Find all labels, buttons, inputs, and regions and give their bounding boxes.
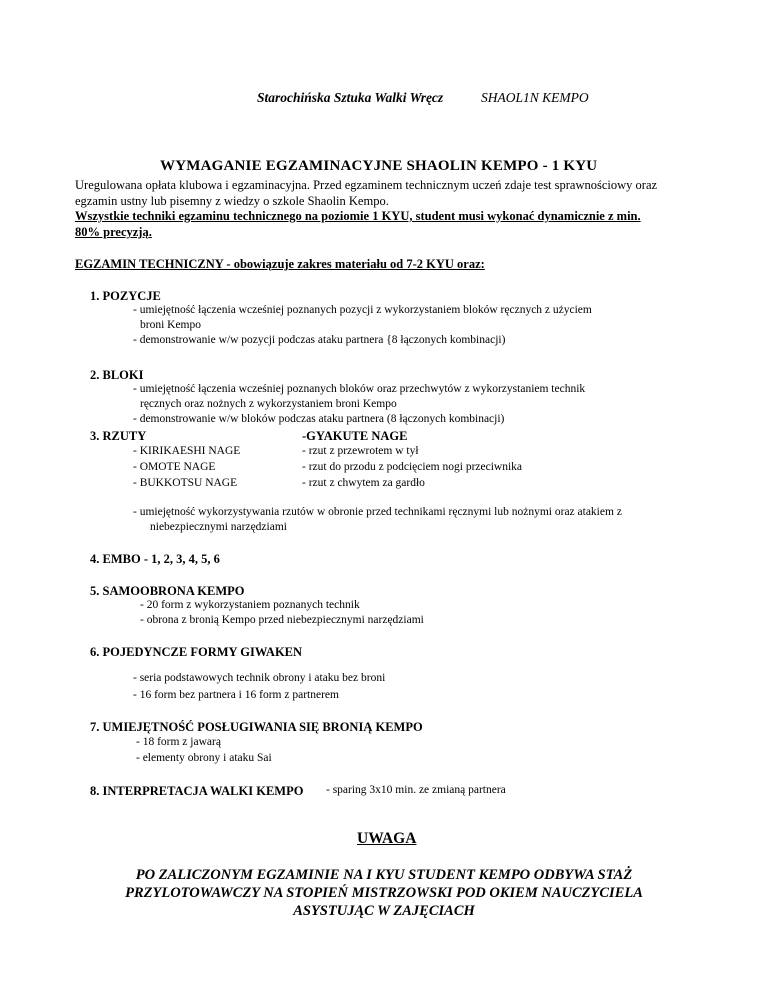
section-3-right-title: -GYAKUTE NAGE bbox=[302, 429, 408, 443]
section-3-title: 3. RZUTY bbox=[90, 429, 147, 443]
header-style-name: SHAOL1N KEMPO bbox=[481, 90, 589, 105]
section-1-line-3: - demonstrowanie w/w pozycji podczas ataku partnera {8 łączonych kombinacji) bbox=[133, 334, 506, 346]
section-5-line-1: - 20 form z wykorzystaniem poznanych technik bbox=[140, 599, 360, 611]
section-6-line-1: - seria podstawowych technik obrony i ataku bez broni bbox=[133, 672, 386, 684]
section-3-left-item-1: - KIRIKAESHI NAGE bbox=[133, 445, 241, 457]
section-6-line-2: - 16 form bez partnera i 16 form z partnerem bbox=[133, 689, 339, 701]
section-3-left-item-2: - OMOTE NAGE bbox=[133, 461, 216, 473]
section-7-line-1: - 18 form z jawarą bbox=[136, 736, 221, 748]
section-3-left-item-3: - BUKKOTSU NAGE bbox=[133, 477, 238, 489]
section-3-note-line-2: niebezpiecznymi narzędziami bbox=[150, 521, 287, 533]
header-school-name: Starochińska Sztuka Walki Wręcz bbox=[257, 90, 444, 105]
intro-line-2: egzamin ustny lub pisemny z wiedzy o szkole Shaolin Kempo. bbox=[75, 194, 389, 208]
section-1-title: 1. POZYCJE bbox=[90, 289, 161, 303]
section-1-line-1: - umiejętność łączenia wcześniej poznanych pozycji z wykorzystaniem bloków ręcznych z użyciem bbox=[133, 304, 592, 316]
section-4-title: 4. EMBO - 1, 2, 3, 4, 5, 6 bbox=[90, 552, 220, 566]
section-2-title: 2. BLOKI bbox=[90, 368, 144, 382]
section-3-right-item-3: - rzut z chwytem za gardło bbox=[302, 477, 425, 489]
intro-bold-line-1: Wszystkie techniki egzaminu technicznego na poziomie 1 KYU, student musi wykonać dynamicznie z min. bbox=[75, 209, 641, 223]
intro-line-1: Uregulowana opłata klubowa i egzaminacyjna. Przed egzaminem technicznym uczeń zdaje test sprawnościowy oraz bbox=[75, 178, 658, 192]
section-5-line-2: - obrona z bronią Kempo przed niebezpiecznymi narzędziami bbox=[140, 614, 424, 626]
section-6-title: 6. POJEDYNCZE FORMY GIWAKEN bbox=[90, 645, 303, 659]
notice-line-1: PO ZALICZONYM EGZAMINIE NA I KYU STUDENT KEMPO ODBYWA STAŻ bbox=[135, 867, 633, 883]
section-2-line-1: - umiejętność łączenia wcześniej poznanych bloków oraz przechwytów z wykorzystaniem technik bbox=[133, 383, 586, 395]
section-2-line-2: ręcznych oraz nożnych z wykorzystaniem broni Kempo bbox=[140, 398, 397, 410]
section-1-line-2: broni Kempo bbox=[140, 319, 202, 331]
section-3-right-item-2: - rzut do przodu z podcięciem nogi przeciwnika bbox=[302, 461, 523, 473]
notice-heading: UWAGA bbox=[357, 830, 417, 847]
section-7-line-2: - elementy obrony i ataku Sai bbox=[136, 752, 272, 764]
notice-line-3: ASYSTUJĄC W ZAJĘCIACH bbox=[293, 903, 475, 919]
section-5-title: 5. SAMOOBRONA KEMPO bbox=[90, 584, 245, 598]
section-2-line-3: - demonstrowanie w/w bloków podczas ataku partnera (8 łączonych kombinacji) bbox=[133, 413, 505, 425]
section-8-title: 8. INTERPRETACJA WALKI KEMPO bbox=[90, 784, 304, 798]
page-title: WYMAGANIE EGZAMINACYJNE SHAOLIN KEMPO - 1 KYU bbox=[160, 158, 598, 174]
section-3-right-item-1: - rzut z przewrotem w tył bbox=[302, 445, 419, 457]
section-3-note-line-1: - umiejętność wykorzystywania rzutów w obronie przed technikami ręcznymi lub nożnymi oraz atakiem z bbox=[133, 506, 622, 518]
section-7-title: 7. UMIEJĘTNOŚĆ POSŁUGIWANIA SIĘ BRONIĄ KEMPO bbox=[90, 720, 423, 734]
section-8-line-1: - sparing 3x10 min. ze zmianą partnera bbox=[326, 784, 506, 796]
technical-exam-heading: EGZAMIN TECHNICZNY - obowiązuje zakres materiału od 7-2 KYU oraz: bbox=[75, 257, 485, 271]
notice-line-2: PRZYLOTOWAWCZY NA STOPIEŃ MISTRZOWSKI POD OKIEM NAUCZYCIELA bbox=[125, 885, 643, 901]
intro-bold-line-2: 80% precyzją. bbox=[75, 225, 152, 239]
